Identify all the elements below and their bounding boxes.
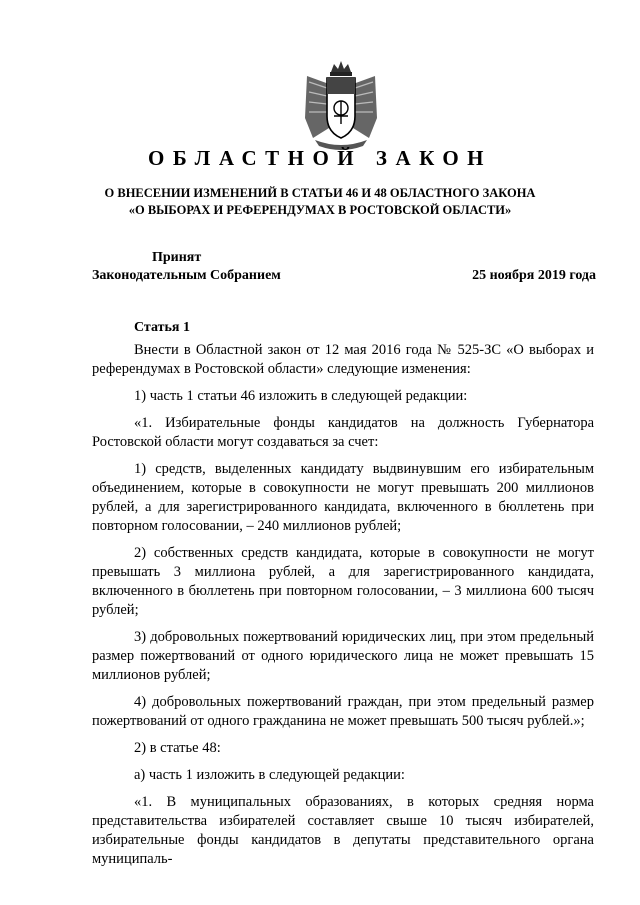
document-body <box>92 341 594 877</box>
paragraph: 1) часть 1 статьи 46 изложить в следующей редакции: <box>134 388 468 404</box>
paragraph: «1. В муниципальных образованиях, в которых средняя норма представительства избирателей составляет свыше 10 тысяч избирателей, избирательные фонды кандидатов в депутаты представительного органа муниципаль- <box>92 794 594 867</box>
subtitle-line-2: «О ВЫБОРАХ И РЕФЕРЕНДУМАХ В РОСТОВСКОЙ ОБЛАСТИ» <box>128 203 512 217</box>
paragraph: «1. Избирательные фонды кандидатов на должность Губернатора Ростовской области могут создаваться за счет: <box>92 415 594 450</box>
subtitle-line-1: О ВНЕСЕНИИ ИЗМЕНЕНИЙ В СТАТЬИ 46 И 48 ОБЛАСТНОГО ЗАКОНА <box>104 186 536 200</box>
paragraph: 2) собственных средств кандидата, которые в совокупности не могут превышать 3 миллиона рублей, а для зарегистрированного кандидата, включенного в бюллетень при повторном голосовании, – 3 миллиона 600 тысяч рублей; <box>92 545 594 618</box>
paragraph: 3) добровольных пожертвований юридических лиц, при этом предельный размер пожертвований от одного юридического лица не может превышать 15 миллионов рублей; <box>92 629 594 683</box>
paragraph: 2) в статье 48: <box>134 740 221 756</box>
adoption-date: 25 ноября 2019 года <box>472 268 596 283</box>
paragraph: а) часть 1 изложить в следующей редакции: <box>134 767 405 783</box>
coat-of-arms-icon <box>301 58 381 150</box>
document-title: ОБЛАСТНОЙ ЗАКОН <box>147 146 492 170</box>
paragraph: Внести в Областной закон от 12 мая 2016 года № 525-ЗС «О выборах и референдумах в Ростовской области» следующие изменения: <box>92 342 594 377</box>
paragraph: 1) средств, выделенных кандидату выдвинувшим его избирательным объединением, которые в совокупности не могут превышать 200 миллионов рублей, а для зарегистрированного кандидата, включенного в бюллетень при повторном голосовании, – 240 миллионов рублей; <box>92 461 594 534</box>
article-heading: Статья 1 <box>134 320 190 335</box>
document-subtitle <box>60 185 580 219</box>
adopted-by: Законодательным Собранием <box>92 268 281 283</box>
adopted-label: Принят <box>152 250 202 265</box>
adoption-block <box>92 249 281 285</box>
paragraph: 4) добровольных пожертвований граждан, при этом предельный размер пожертвований от одного гражданина не может превышать 500 тысяч рублей.»; <box>92 694 594 729</box>
